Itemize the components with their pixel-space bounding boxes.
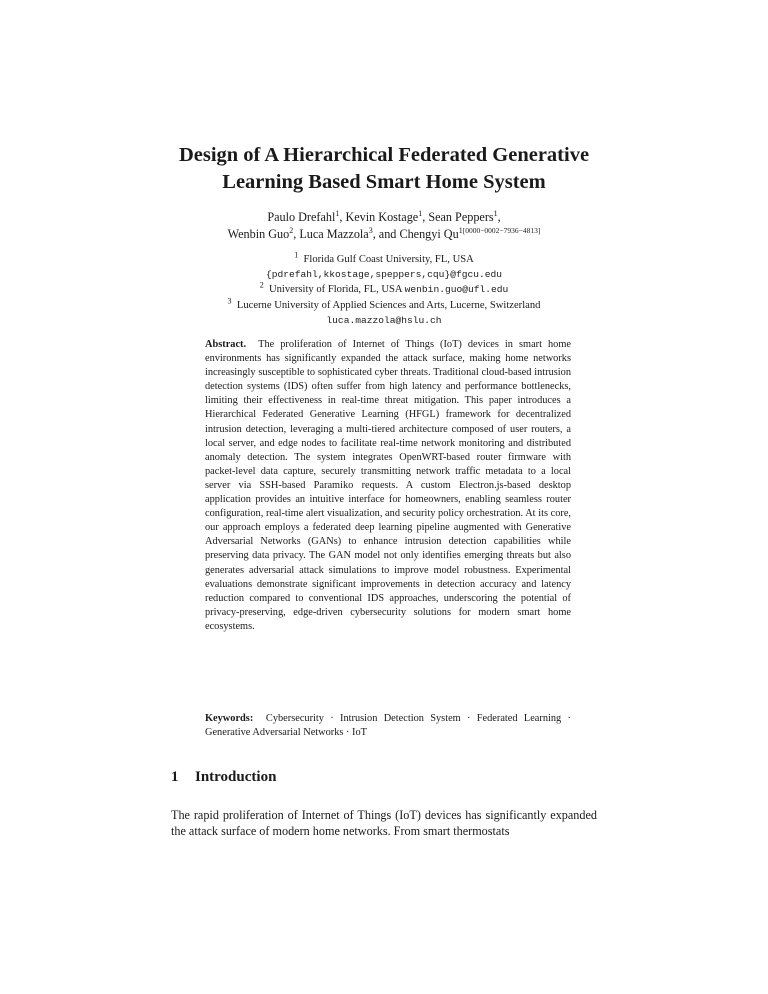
author-affil-mark: 1 (493, 208, 498, 218)
author-affil-mark: 3 (368, 225, 373, 235)
author-affil-mark: 1 (418, 208, 423, 218)
section-title: Introduction (195, 769, 277, 785)
email-address[interactable]: luca.mazzola@hslu.ch (326, 314, 442, 326)
affiliation-1 (120, 252, 648, 267)
author-affil-mark: 2 (289, 225, 294, 235)
affiliation-3-email (120, 313, 648, 328)
author-separator: , (422, 210, 429, 224)
section-number: 1 (171, 769, 179, 785)
author-separator: , (339, 210, 346, 224)
keywords (205, 712, 571, 740)
author-affil-mark: 1 (335, 208, 340, 218)
affiliations (120, 252, 648, 328)
author-name: Chengyi Qu (399, 227, 459, 241)
author-line-1 (120, 209, 648, 226)
email-address[interactable]: wenbin.guo@ufl.edu (404, 284, 509, 296)
affil-text: University of Florida, FL, USA (268, 284, 402, 296)
author-affil-number: 1 (458, 225, 463, 235)
author-name: Sean Peppers (428, 210, 494, 224)
affil-mark: 2 (259, 280, 264, 290)
affil-text: Florida Gulf Coast University, FL, USA (303, 254, 474, 265)
intro-paragraph: The rapid proliferation of Internet of Things (IoT) devices has significantly expanded the attack surface of modern home networks. From smart thermostats (171, 808, 597, 838)
author-name: Luca Mazzola (299, 227, 369, 241)
affil-mark: 1 (294, 250, 299, 260)
abstract-text: The proliferation of Internet of Things (IoT) devices in smart home environments has significantly expanded the attack surface, making home networks increasingly susceptible to sophisticated cyber threats. Traditional cloud-based intrusion detection systems (IDS) often suffer from high latency and performance bottlenecks, limiting their effectiveness in real-time threat mitigation. This paper introduces a Hierarchical Federated Generative Learning (HFGL) framework for decentralized intrusion detection, leveraging a multi-tiered architecture composed of user routers, a local server, and edge nodes to facilitate real-time network monitoring and distributed anomaly detection. The system integrates OpenWRT-based router firmware with packet-level data capture, securely transmitting network traffic metadata to a local server via SSH-based Paramiko requests. A custom Electron.js-based desktop application provides an intuitive interface for homeowners, enabling seamless router configuration, real-time alert visualization, and security policy orchestration. At its core, our approach employs a federated deep learning pipeline augmented with Generative Adversarial Networks (GANs) to enhance intrusion detection capabilities while preserving data privacy. The GAN model not only identifies emerging threats but also generates adversarial attack simulations to improve model robustness. Experimental evaluations demonstrate significant improvements in detection accuracy and latency reduction compared to conventional IDS approaches, underscoring the potential of privacy-preserving, edge-driven cybersecurity solutions for modern smart home ecosystems. (205, 339, 571, 632)
author-name: Kevin Kostage (345, 210, 419, 224)
author-list (120, 209, 648, 243)
title-line-1: Design of A Hierarchical Federated Generative (178, 144, 590, 166)
keywords-label: Keywords: (205, 713, 254, 724)
affiliation-2 (120, 282, 648, 297)
abstract-label: Abstract. (205, 339, 247, 350)
paper-title (120, 142, 648, 196)
author-line-2 (120, 226, 648, 243)
section-heading (171, 767, 276, 787)
author-separator: , and (372, 227, 400, 241)
affil-mark: 3 (227, 296, 232, 306)
author-affil-mark (459, 226, 541, 235)
affiliation-1-email (120, 267, 648, 282)
author-name: Wenbin Guo (227, 227, 290, 241)
affil-text: Lucerne University of Applied Sciences and Arts, Lucerne, Switzerland (236, 299, 541, 311)
affiliation-3 (120, 298, 648, 313)
author-name: Paulo Drefahl (267, 210, 336, 224)
abstract (205, 338, 571, 634)
title-line-2: Learning Based Smart Home System (222, 171, 546, 193)
email-address[interactable]: {pdrefahl,kkostage,speppers,cqu}@fgcu.edu (265, 269, 503, 281)
orcid-id: [0000−0002−7936−4813] (462, 225, 541, 235)
author-separator: , (293, 227, 300, 241)
author-separator: , (497, 210, 501, 224)
keywords-text: Cybersecurity · Intrusion Detection System · Federated Learning · Generative Adversarial Networks · IoT (205, 713, 571, 739)
